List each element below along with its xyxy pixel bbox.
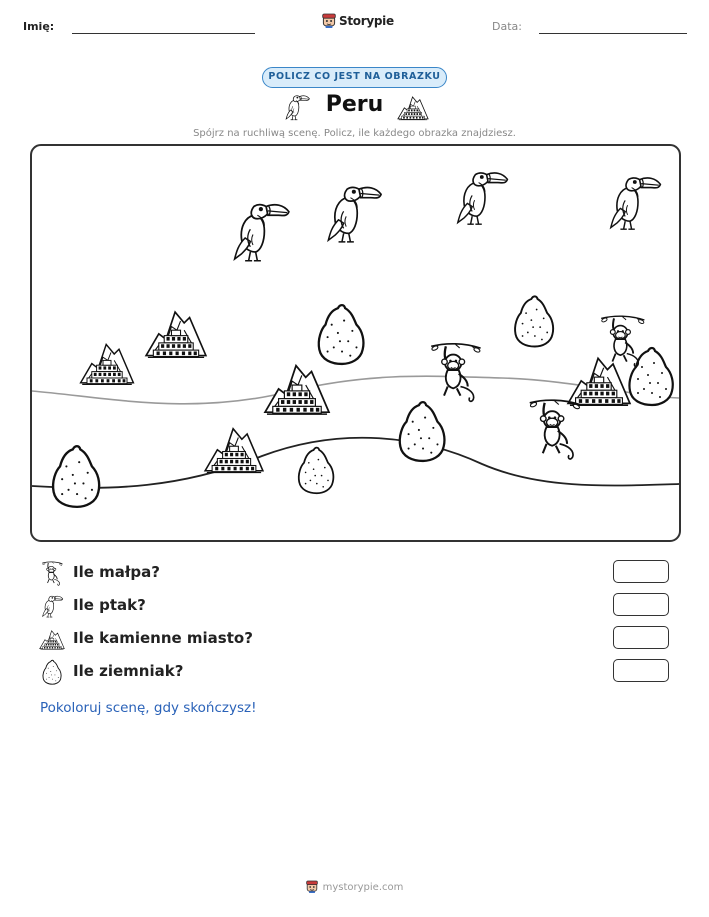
stone-city-icon — [397, 92, 429, 122]
storypie-logo-icon — [322, 13, 336, 29]
answer-box[interactable] — [613, 626, 669, 649]
stone-city-icon — [146, 312, 206, 357]
question-row — [39, 560, 671, 586]
coloring-note: Pokoloruj scenę, gdy skończysz! — [40, 700, 257, 716]
potato-icon — [400, 402, 445, 461]
toucan-icon — [39, 593, 65, 619]
toucan-icon — [235, 205, 289, 261]
instructions: Spójrz na ruchliwą scenę. Policz, ile każdego obrazka znajdziesz. — [193, 128, 516, 139]
name-field-line[interactable] — [72, 33, 255, 34]
question-label: Ile małpa? — [73, 563, 160, 581]
monkey-icon — [530, 400, 580, 459]
counting-scene — [30, 144, 681, 542]
brand — [322, 13, 394, 29]
potato-icon — [53, 446, 99, 507]
stone-city-icon — [265, 366, 329, 414]
potato-icon — [629, 348, 672, 405]
name-label: Imię: — [23, 20, 55, 33]
stone-city-icon — [81, 344, 134, 384]
page-title: Peru — [325, 92, 384, 117]
potato-icon — [515, 296, 553, 346]
footer-url[interactable]: mystorypie.com — [322, 881, 404, 893]
date-label: Data: — [492, 20, 522, 33]
stone-city-icon — [205, 429, 263, 473]
question-row — [39, 626, 671, 652]
answer-box[interactable] — [613, 659, 669, 682]
potato-icon — [319, 305, 364, 364]
question-label: Ile kamienne miasto? — [73, 629, 253, 647]
title-row — [0, 92, 709, 124]
monkey-icon — [39, 560, 65, 586]
monkey-icon — [431, 344, 480, 402]
footer — [0, 880, 709, 894]
question-row — [39, 593, 671, 619]
question-row — [39, 659, 671, 685]
potato-icon — [39, 659, 65, 685]
answer-box[interactable] — [613, 560, 669, 583]
brand-name: Storypie — [339, 14, 394, 28]
activity-badge: POLICZ CO JEST NA OBRAZKU — [262, 67, 447, 88]
toucan-icon — [458, 173, 508, 224]
toucan-icon — [611, 178, 661, 229]
storypie-logo-icon — [306, 880, 318, 894]
hill-line-front — [32, 438, 679, 488]
date-field-line[interactable] — [539, 33, 687, 34]
stone-city-icon — [39, 626, 65, 652]
answer-box[interactable] — [613, 593, 669, 616]
question-label: Ile ziemniak? — [73, 662, 184, 680]
potato-icon — [299, 448, 334, 494]
question-label: Ile ptak? — [73, 596, 146, 614]
toucan-icon — [328, 187, 381, 241]
stone-city-icon — [568, 358, 630, 405]
